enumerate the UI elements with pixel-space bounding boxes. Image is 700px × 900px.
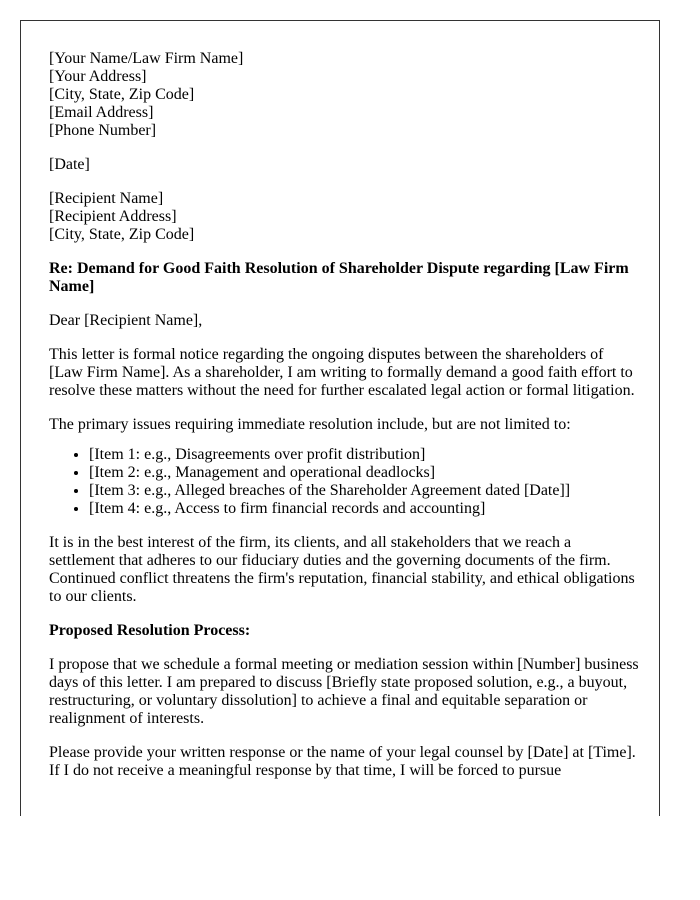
issues-list xyxy=(49,446,639,518)
list-item: • [Item 2: e.g., Management and operational deadlocks] xyxy=(89,464,639,482)
list-item: • [Item 3: e.g., Alleged breaches of the Shareholder Agreement dated [Date]] xyxy=(89,482,639,500)
subject-line: Re: Demand for Good Faith Resolution of Shareholder Dispute regarding [Law Firm Name] xyxy=(49,260,629,295)
paragraph-notice: This letter is formal notice regarding the ongoing disputes between the shareholders of [Law Firm Name]. As a shareholder, I am writing to formally demand a good faith effort to resolve these matters without the need for further escalated legal action or formal litigation. xyxy=(49,346,635,399)
paragraph-best-interest: It is in the best interest of the firm, its clients, and all stakeholders that we reach a settlement that adheres to our fiduciary duties and the governing documents of the firm. Continued conflict threatens the firm's reputation, financial stability, and ethical obligations to our clients. xyxy=(49,534,635,605)
section-heading: Proposed Resolution Process: xyxy=(49,622,251,639)
sender-name: [Your Name/Law Firm Name] xyxy=(49,50,244,67)
sender-city: [City, State, Zip Code] xyxy=(49,86,195,103)
recipient-block xyxy=(49,190,639,244)
letter-body xyxy=(49,50,639,796)
letter-page xyxy=(20,20,660,816)
sender-phone: [Phone Number] xyxy=(49,122,157,139)
paragraph-issues-intro: The primary issues requiring immediate resolution include, but are not limited to: xyxy=(49,416,571,433)
sender-block xyxy=(49,50,639,140)
letter-date: [Date] xyxy=(49,156,90,173)
recipient-address: [Recipient Address] xyxy=(49,208,177,225)
sender-email: [Email Address] xyxy=(49,104,154,121)
list-item: • [Item 4: e.g., Access to firm financial records and accounting] xyxy=(89,500,639,518)
list-item: • [Item 1: e.g., Disagreements over profit distribution] xyxy=(89,446,639,464)
salutation: Dear [Recipient Name], xyxy=(49,312,203,329)
paragraph-response: Please provide your written response or the name of your legal counsel by [Date] at [Time]. If I do not receive a meaningful response by that time, I will be forced to pursue xyxy=(49,744,636,779)
recipient-name: [Recipient Name] xyxy=(49,190,164,207)
sender-address: [Your Address] xyxy=(49,68,147,85)
recipient-city: [City, State, Zip Code] xyxy=(49,226,195,243)
paragraph-proposal: I propose that we schedule a formal meeting or mediation session within [Number] business days of this letter. I am prepared to discuss [Briefly state proposed solution, e.g., a buyout, restructuring, or voluntary dissolution] to achieve a final and equitable separation or realignment of interests. xyxy=(49,656,639,727)
